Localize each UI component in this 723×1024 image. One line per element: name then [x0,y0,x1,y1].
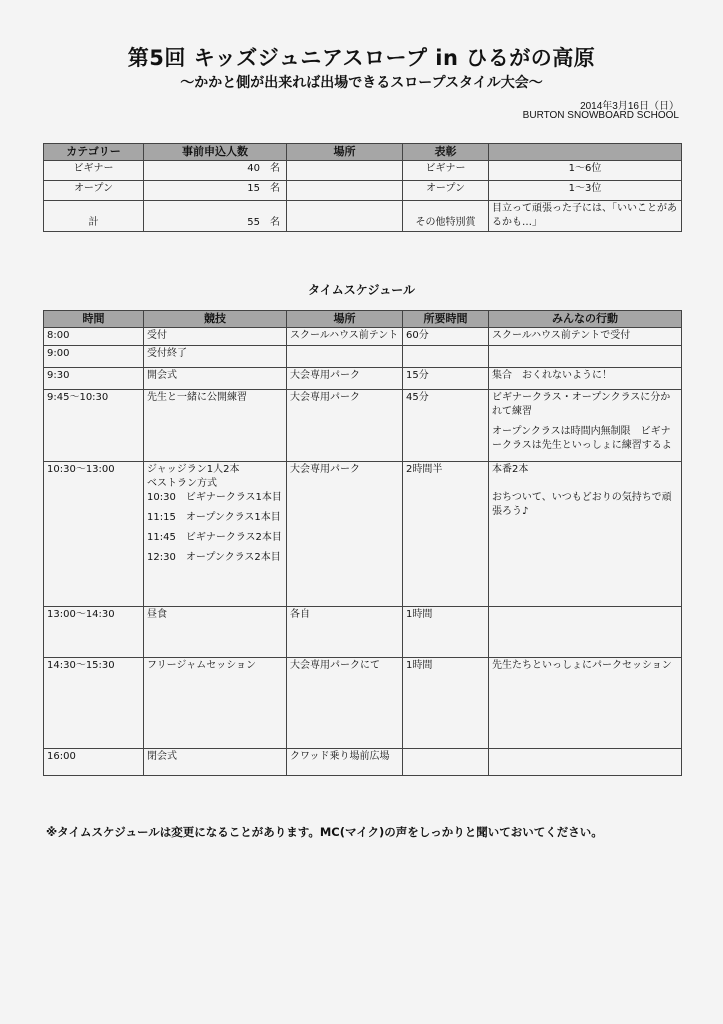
schedule-place: 各自 [287,607,403,658]
summary-count: 55 名 [144,201,287,232]
event-date: 2014年3月16日（日） [580,101,679,112]
schedule-event-line: 10:30 ビギナークラス1本目 [147,492,282,503]
schedule-row [44,462,682,607]
summary-row [44,201,682,232]
summary-place [287,161,403,181]
schedule-event-line: フリージャムセッション [147,660,256,671]
schedule-table [43,310,682,776]
summary-header-row [44,144,682,161]
summary-header-count: 事前申込人数 [144,144,287,161]
summary-header-category: カテゴリー [44,144,144,161]
schedule-event [144,328,287,346]
summary-category: オープン [44,181,144,201]
schedule-row [44,607,682,658]
schedule-action [489,462,682,607]
page-subtitle: ～かかと側が出来れば出場できるスロープスタイル大会～ [180,75,543,91]
schedule-duration: 60分 [403,328,489,346]
summary-category: ビギナー [44,161,144,181]
summary-header-place: 場所 [287,144,403,161]
schedule-action [489,346,682,368]
schedule-event-line: 昼食 [147,609,167,620]
schedule-row [44,328,682,346]
schedule-time: 9:45～10:30 [44,390,144,462]
schedule-row [44,346,682,368]
schedule-row [44,658,682,749]
schedule-time: 9:00 [44,346,144,368]
summary-award-category: その他特別賞 [403,201,489,232]
schedule-action [489,390,682,462]
schedule-event [144,368,287,390]
schedule-action [489,658,682,749]
schedule-time: 16:00 [44,749,144,776]
schedule-place: 大会専用パークにて [287,658,403,749]
summary-row [44,161,682,181]
schedule-duration: 45分 [403,390,489,462]
schedule-row [44,368,682,390]
summary-count: 40 名 [144,161,287,181]
summary-header-award: 表彰 [403,144,489,161]
schedule-event-line: ベストラン方式 [147,478,217,489]
summary-place [287,181,403,201]
schedule-title: タイムスケジュール [307,283,416,297]
schedule-event-line: 受付 [147,330,167,341]
schedule-action-line: ビギナークラス・オープンクラスに分かれて練習 [492,392,671,417]
schedule-event-line: 11:45 ビギナークラス2本目 [147,532,282,543]
summary-row [44,181,682,201]
schedule-event-line: 11:15 オープンクラス1本目 [147,512,281,523]
schedule-header-place: 場所 [287,311,403,328]
summary-place [287,201,403,232]
footnote: ※タイムスケジュールは変更になることがあります。MC(マイク)の声をしっかりと聞いておいてください。 [46,825,603,839]
schedule-action [489,607,682,658]
schedule-time: 13:00～14:30 [44,607,144,658]
schedule-event-line: 開会式 [147,370,177,381]
summary-table [43,143,682,232]
summary-category: 計 [44,201,144,232]
schedule-duration: 15分 [403,368,489,390]
summary-award: 目立って頑張った子には、「いいことがあるかも…」 [489,201,682,232]
schedule-header-time: 時間 [44,311,144,328]
schedule-place: スクールハウス前テント [287,328,403,346]
schedule-event [144,607,287,658]
schedule-time: 14:30～15:30 [44,658,144,749]
summary-award-category: ビギナー [403,161,489,181]
schedule-action-line: おちついて、いつもどおりの気持ちで頑張ろう♪ [492,492,672,517]
schedule-duration: 1時間 [403,607,489,658]
schedule-event [144,749,287,776]
schedule-header-action: みんなの行動 [489,311,682,328]
schedule-duration: 1時間 [403,658,489,749]
schedule-action-line: オープンクラスは時間内無制限 ビギナークラスは先生といっしょに練習するよ [492,426,672,451]
schedule-row [44,390,682,462]
schedule-event-line: 閉会式 [147,751,177,762]
schedule-event-line: ジャッジラン1人2本 [147,464,240,475]
summary-award: 1～6位 [489,161,682,181]
schedule-action-line: 先生たちといっしょにパークセッション [492,660,672,671]
schedule-place: 大会専用パーク [287,368,403,390]
schedule-header-event: 競技 [144,311,287,328]
schedule-event-line: 先生と一緒に公開練習 [147,392,247,403]
schedule-action [489,328,682,346]
schedule-event [144,346,287,368]
summary-header-award-detail [489,144,682,161]
summary-award-category: オープン [403,181,489,201]
schedule-action-line: 集合 おくれないように！ [492,370,612,381]
schedule-event [144,658,287,749]
schedule-event-line: 12:30 オープンクラス2本目 [147,552,281,563]
summary-award: 1～3位 [489,181,682,201]
schedule-header-duration: 所要時間 [403,311,489,328]
schedule-place: 大会専用パーク [287,462,403,607]
schedule-action [489,368,682,390]
schedule-duration [403,749,489,776]
schedule-time: 8:00 [44,328,144,346]
schedule-time: 10:30～13:00 [44,462,144,607]
summary-count: 15 名 [144,181,287,201]
schedule-place [287,346,403,368]
schedule-event-line: 受付終了 [147,348,187,359]
schedule-header-row [44,311,682,328]
school-name: BURTON SNOWBOARD SCHOOL [522,110,679,121]
schedule-action-line: 本番2本 [492,464,529,475]
schedule-body [44,328,682,776]
page-title: 第5回 キッズジュニアスロープ in ひるがの高原 [127,46,596,70]
schedule-row [44,749,682,776]
schedule-action [489,749,682,776]
schedule-place: 大会専用パーク [287,390,403,462]
schedule-event [144,462,287,607]
schedule-duration [403,346,489,368]
schedule-duration: 2時間半 [403,462,489,607]
schedule-action-line: スクールハウス前テントで受付 [492,330,631,341]
schedule-place: クワッド乗り場前広場 [287,749,403,776]
schedule-time: 9:30 [44,368,144,390]
schedule-event [144,390,287,462]
